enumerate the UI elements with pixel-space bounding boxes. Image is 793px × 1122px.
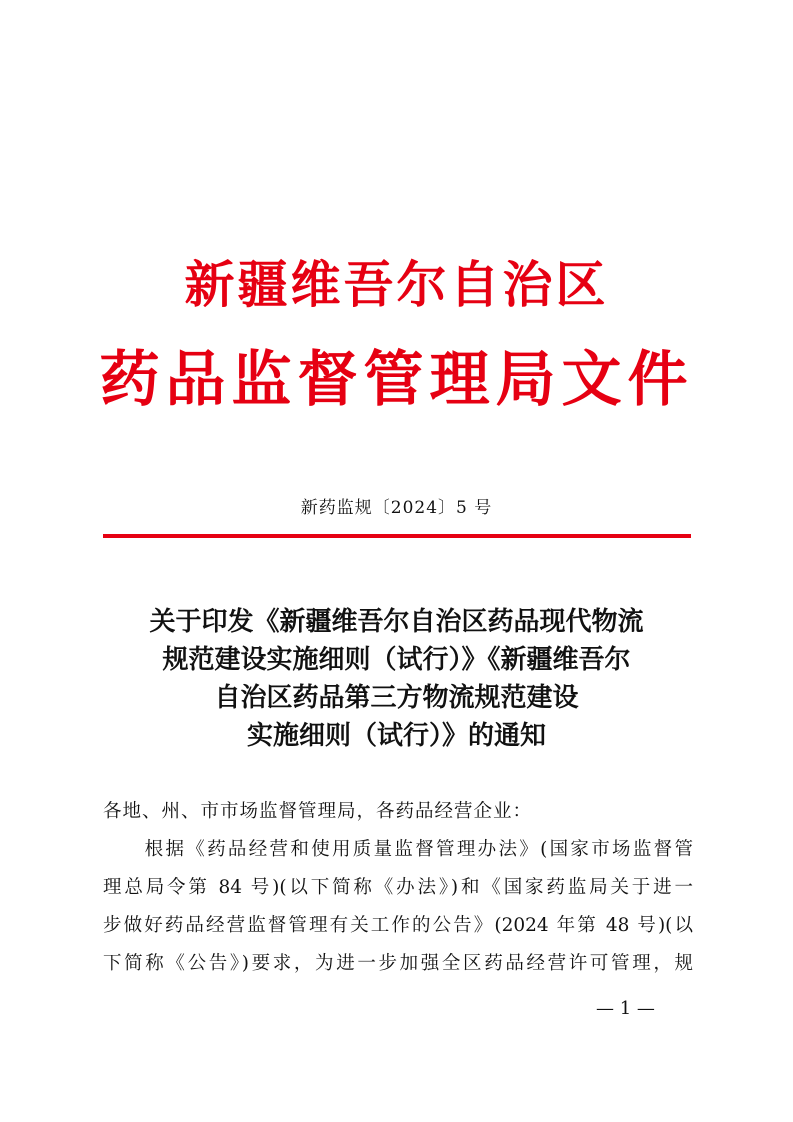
issuing-authority-line-2: 药品监督管理局文件 <box>99 345 694 415</box>
document-title <box>60 603 733 755</box>
title-line: 实施细则（试行）》的通知 <box>246 721 546 751</box>
body-line: 步做好药品经营监督管理有关工作的公告》(2024 年第 48 号)(以 <box>103 915 693 936</box>
body-line: 下简称《公告》)要求，为进一步加强全区药品经营许可管理，规 <box>103 953 693 974</box>
body-paragraph <box>103 831 693 983</box>
title-line: 自治区药品第三方物流规范建设 <box>214 683 579 713</box>
red-divider-rule <box>103 534 691 538</box>
title-line: 关于印发《新疆维吾尔自治区药品现代物流 <box>149 607 644 637</box>
issuing-authority-line-1: 新疆维吾尔自治区 <box>184 255 609 314</box>
body-line: 根据《药品经营和使用质量监督管理办法》(国家市场监督管 <box>103 839 693 860</box>
title-line: 规范建设实施细则（试行）》《新疆维吾尔 <box>162 645 631 675</box>
document-number: 新药监规〔2024〕5 号 <box>300 498 493 518</box>
salutation: 各地、州、市市场监督管理局，各药品经营企业： <box>103 801 533 822</box>
body-line: 理总局令第 84 号)(以下简称《办法》)和《国家药监局关于进一 <box>103 877 693 898</box>
page-number: — 1 — <box>596 998 655 1019</box>
